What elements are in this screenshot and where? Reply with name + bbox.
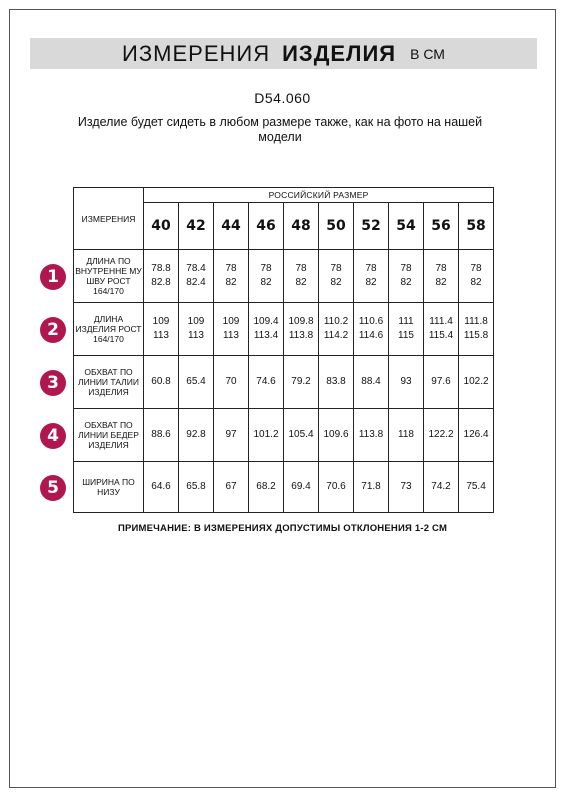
- cell-value: 113: [188, 330, 204, 341]
- cell-value: 78: [260, 263, 272, 274]
- cell-value: 78: [400, 263, 412, 274]
- cell-value: 69.4: [291, 481, 311, 492]
- cell-value: 78: [225, 263, 237, 274]
- size-header: 44: [214, 203, 249, 250]
- size-header: 52: [354, 203, 389, 250]
- value-cell: [284, 462, 319, 513]
- value-cell: [284, 356, 319, 409]
- cell-value: 111.4: [429, 316, 453, 327]
- row-number-badge: 4: [40, 423, 66, 449]
- cell-value: 82: [470, 277, 482, 288]
- row-number-badge: 5: [40, 475, 66, 501]
- value-cell: [214, 303, 249, 356]
- value-cell: [424, 303, 459, 356]
- cell-value: 110.6: [358, 316, 384, 327]
- title-bar: [30, 38, 537, 69]
- value-cell: [179, 356, 214, 409]
- value-cell: [144, 462, 179, 513]
- cell-value: 65.4: [186, 376, 206, 387]
- value-cell: [179, 409, 214, 462]
- cell-value: 122.2: [428, 429, 454, 440]
- size-header: 40: [144, 203, 179, 250]
- value-cell: [424, 250, 459, 303]
- table-row: [74, 462, 494, 513]
- value-cell: [179, 250, 214, 303]
- cell-value: 60.8: [151, 376, 171, 387]
- value-cell: [389, 356, 424, 409]
- cell-value: 78: [470, 263, 482, 274]
- value-cell: [389, 462, 424, 513]
- size-group-label: РОССИЙСКИЙ РАЗМЕР: [144, 188, 494, 203]
- cell-value: 97: [225, 429, 237, 440]
- value-cell: [319, 356, 354, 409]
- value-cell: [319, 250, 354, 303]
- value-cell: [319, 462, 354, 513]
- value-cell: [284, 409, 319, 462]
- value-cell: [424, 356, 459, 409]
- cell-value: 88.6: [151, 429, 171, 440]
- value-cell: [389, 409, 424, 462]
- subtitle: Изделие будет сидеть в любом размере также, как на фото на нашей модели: [77, 115, 483, 144]
- value-cell: [354, 250, 389, 303]
- cell-value: 78: [435, 263, 447, 274]
- value-cell: [354, 356, 389, 409]
- cell-value: 114.6: [358, 330, 384, 341]
- value-cell: [249, 303, 284, 356]
- size-header: 50: [319, 203, 354, 250]
- cell-value: 105.4: [288, 429, 314, 440]
- value-cell: [459, 409, 494, 462]
- size-header: 54: [389, 203, 424, 250]
- cell-value: 78.8: [151, 263, 171, 274]
- cell-value: 75.4: [466, 481, 486, 492]
- cell-value: 68.2: [256, 481, 276, 492]
- cell-value: 74.6: [256, 376, 276, 387]
- cell-value: 82: [435, 277, 447, 288]
- value-cell: [319, 409, 354, 462]
- cell-value: 82: [400, 277, 412, 288]
- table-row: [74, 409, 494, 462]
- value-cell: [424, 409, 459, 462]
- cell-value: 67: [225, 481, 237, 492]
- note: ПРИМЕЧАНИЕ: В ИЗМЕРЕНИЯХ ДОПУСТИМЫ ОТКЛОНЕНИЯ 1-2 СМ: [117, 523, 448, 534]
- value-cell: [424, 462, 459, 513]
- cell-value: 82.4: [186, 277, 206, 288]
- row-number-badge: 2: [40, 317, 66, 343]
- size-header: 48: [284, 203, 319, 250]
- value-cell: [284, 303, 319, 356]
- value-cell: [389, 303, 424, 356]
- cell-value: 82: [295, 277, 307, 288]
- value-cell: [214, 356, 249, 409]
- row-number-badge: 1: [40, 264, 66, 290]
- cell-value: 70.6: [326, 481, 346, 492]
- cell-value: 78.4: [186, 263, 206, 274]
- row-label: ОБХВАТ ПО ЛИНИИ ТАЛИИ ИЗДЕЛИЯ: [74, 356, 144, 409]
- value-cell: [389, 250, 424, 303]
- size-table: [73, 187, 494, 513]
- cell-value: 109.8: [288, 316, 314, 327]
- product-code: D54.060: [254, 90, 311, 106]
- cell-value: 78: [295, 263, 307, 274]
- row-label: ОБХВАТ ПО ЛИНИИ БЕДЕР ИЗДЕЛИЯ: [74, 409, 144, 462]
- cell-value: 111: [398, 316, 414, 327]
- value-cell: [354, 462, 389, 513]
- cell-value: 113: [153, 330, 169, 341]
- cell-value: 82: [260, 277, 272, 288]
- cell-value: 82: [365, 277, 377, 288]
- size-header: 56: [424, 203, 459, 250]
- row-label: ДЛИНА ПО ВНУТРЕННЕ МУ ШВУ РОСТ 164/170: [74, 250, 144, 303]
- cell-value: 113: [223, 330, 239, 341]
- value-cell: [214, 409, 249, 462]
- table-row: [74, 356, 494, 409]
- cell-value: 109.6: [323, 429, 349, 440]
- cell-value: 88.4: [361, 376, 381, 387]
- measurement-header: ИЗМЕРЕНИЯ: [74, 188, 144, 250]
- value-cell: [459, 356, 494, 409]
- cell-value: 92.8: [186, 429, 206, 440]
- value-cell: [249, 462, 284, 513]
- table-row: [74, 250, 494, 303]
- cell-value: 65.8: [186, 481, 206, 492]
- value-cell: [354, 303, 389, 356]
- cell-value: 82: [330, 277, 342, 288]
- cell-value: 73: [400, 481, 412, 492]
- value-cell: [144, 409, 179, 462]
- cell-value: 110.2: [323, 316, 349, 327]
- cell-value: 78: [365, 263, 377, 274]
- cell-value: 83.8: [326, 376, 346, 387]
- cell-value: 79.2: [291, 376, 311, 387]
- cell-value: 82: [225, 277, 237, 288]
- cell-value: 82.8: [151, 277, 171, 288]
- value-cell: [354, 409, 389, 462]
- cell-value: 70: [225, 376, 237, 387]
- title-part1: ИЗМЕРЕНИЯ: [122, 40, 271, 66]
- size-header: 46: [249, 203, 284, 250]
- cell-value: 126.4: [463, 429, 489, 440]
- cell-value: 64.6: [151, 481, 171, 492]
- size-header: 42: [179, 203, 214, 250]
- size-chart-page: [9, 9, 556, 788]
- cell-value: 109.4: [253, 316, 279, 327]
- value-cell: [214, 462, 249, 513]
- value-cell: [459, 250, 494, 303]
- cell-value: 118: [398, 429, 414, 440]
- value-cell: [459, 303, 494, 356]
- cell-value: 78: [330, 263, 342, 274]
- cell-value: 115.4: [428, 330, 454, 341]
- cell-value: 113.8: [288, 330, 314, 341]
- row-label: ДЛИНА ИЗДЕЛИЯ РОСТ 164/170: [74, 303, 144, 356]
- cell-value: 93: [400, 376, 412, 387]
- cell-value: 115.8: [463, 330, 489, 341]
- title-unit: В СМ: [410, 45, 445, 62]
- cell-value: 113.4: [253, 330, 279, 341]
- value-cell: [459, 462, 494, 513]
- size-header: 58: [459, 203, 494, 250]
- value-cell: [144, 356, 179, 409]
- cell-value: 101.2: [253, 429, 279, 440]
- table-row: [74, 303, 494, 356]
- value-cell: [249, 250, 284, 303]
- cell-value: 102.2: [463, 376, 489, 387]
- cell-value: 109: [222, 316, 240, 327]
- value-cell: [179, 303, 214, 356]
- cell-value: 71.8: [361, 481, 381, 492]
- value-cell: [179, 462, 214, 513]
- cell-value: 109: [152, 316, 170, 327]
- cell-value: 114.2: [323, 330, 349, 341]
- value-cell: [249, 356, 284, 409]
- title-part2: ИЗДЕЛИЯ: [282, 40, 397, 66]
- row-number-badge: 3: [40, 370, 66, 396]
- value-cell: [144, 250, 179, 303]
- cell-value: 97.6: [431, 376, 451, 387]
- value-cell: [144, 303, 179, 356]
- cell-value: 74.2: [431, 481, 451, 492]
- cell-value: 113.8: [358, 429, 384, 440]
- cell-value: 111.8: [464, 316, 488, 327]
- value-cell: [214, 250, 249, 303]
- cell-value: 109: [187, 316, 205, 327]
- value-cell: [249, 409, 284, 462]
- cell-value: 115: [398, 330, 414, 341]
- value-cell: [319, 303, 354, 356]
- row-label: ШИРИНА ПО НИЗУ: [74, 462, 144, 513]
- value-cell: [284, 250, 319, 303]
